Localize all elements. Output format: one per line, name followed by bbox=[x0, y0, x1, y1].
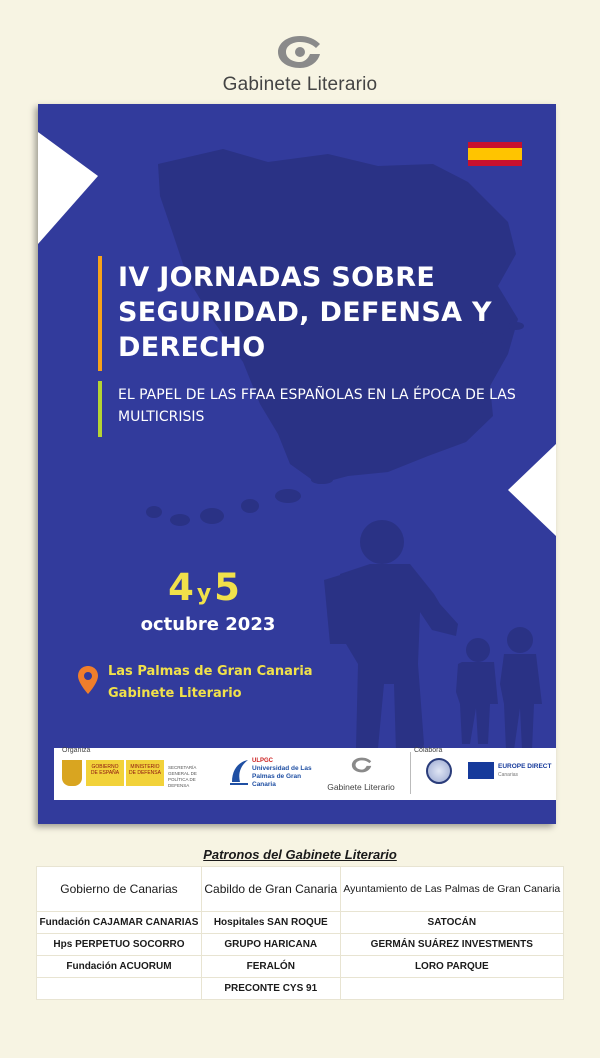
ministerio-line1: MINISTERIO bbox=[130, 764, 160, 770]
patron-cell: Hps PERPETUO SOCORRO bbox=[37, 934, 202, 956]
patron-cell: Hospitales SAN ROQUE bbox=[201, 912, 340, 934]
patrons-column-header: Cabildo de Gran Canaria bbox=[201, 867, 340, 912]
gobierno-logo-text bbox=[86, 764, 124, 776]
table-row bbox=[37, 978, 564, 1000]
organiza-label: Organiza bbox=[62, 747, 91, 754]
ulpgc-name: Universidad de Las Palmas de Gran Canaria bbox=[252, 765, 312, 788]
table-row bbox=[37, 912, 564, 934]
patron-cell: SATOCÁN bbox=[340, 912, 563, 934]
decor-triangle-right bbox=[508, 444, 556, 536]
colabora-label: Colabora bbox=[414, 747, 443, 754]
table-row bbox=[37, 956, 564, 978]
europe-direct-text: EUROPE DIRECT bbox=[498, 763, 552, 770]
title-accent-bar bbox=[98, 256, 102, 371]
location-city: Las Palmas de Gran Canaria bbox=[108, 664, 313, 679]
location-venue: Gabinete Literario bbox=[108, 686, 242, 701]
patron-cell bbox=[340, 978, 563, 1000]
date-day-start: 4 bbox=[168, 566, 194, 609]
patron-cell: PRECONTE CYS 91 bbox=[201, 978, 340, 1000]
gabinete-mini-text: Gabinete Literario bbox=[327, 782, 395, 792]
location-pin-icon bbox=[78, 666, 98, 694]
patrons-column-header: Ayuntamiento de Las Palmas de Gran Canaria bbox=[340, 867, 563, 912]
europe-direct-subtext: Canarias bbox=[498, 772, 519, 778]
ministerio-line2: DE DEFENSA bbox=[129, 770, 161, 776]
ulpgc-acronym: ULPGC bbox=[252, 758, 273, 764]
canary-island bbox=[146, 506, 162, 518]
secretaria-text: SECRETARÍA GENERAL DE POLÍTICA DE DEFENSA bbox=[168, 765, 197, 788]
table-row bbox=[37, 934, 564, 956]
date-day-end: 5 bbox=[214, 566, 240, 609]
spain-flag bbox=[468, 142, 522, 166]
canary-island bbox=[275, 489, 301, 503]
ulpgc-logo-icon bbox=[228, 756, 250, 786]
canary-island bbox=[311, 476, 333, 484]
patron-cell: FERALÓN bbox=[201, 956, 340, 978]
ministerio-logo-text bbox=[126, 764, 164, 776]
gabinete-mini-swirl-icon bbox=[350, 755, 374, 775]
patrons-table bbox=[36, 866, 564, 1000]
eu-flag-icon bbox=[468, 762, 494, 779]
event-title: IV JORNADAS SOBRE SEGURIDAD, DEFENSA Y DERECHO bbox=[118, 262, 492, 363]
event-month: octubre 2023 bbox=[140, 614, 276, 635]
canary-island bbox=[241, 499, 259, 513]
patron-cell: GERMÁN SUÁREZ INVESTMENTS bbox=[340, 934, 563, 956]
canary-island bbox=[170, 514, 190, 526]
patron-cell: Fundación CAJAMAR CANARIAS bbox=[37, 912, 202, 934]
gobierno-line1: GOBIERNO bbox=[91, 764, 119, 770]
event-subtitle: EL PAPEL DE LAS FFAA ESPAÑOLAS EN LA ÉPOCA DE LAS MULTICRISIS bbox=[118, 387, 516, 425]
patron-cell: GRUPO HARICANA bbox=[201, 934, 340, 956]
patrons-header-row bbox=[37, 867, 564, 912]
gabinete-swirl-icon bbox=[274, 32, 326, 72]
date-connector: y bbox=[196, 581, 212, 606]
canary-island bbox=[200, 508, 224, 524]
colaborador-seal-icon bbox=[426, 758, 452, 784]
patrons-column-header: Gobierno de Canarias bbox=[37, 867, 202, 912]
patrons-heading: Patronos del Gabinete Literario bbox=[203, 847, 397, 862]
soldier-silhouette bbox=[324, 520, 458, 752]
sponsor-strip bbox=[54, 748, 556, 800]
event-poster bbox=[38, 104, 556, 824]
logo-text: Gabinete Literario bbox=[222, 74, 378, 95]
children-silhouette bbox=[456, 627, 542, 750]
poster-background-art bbox=[38, 104, 556, 824]
decor-triangle-left bbox=[38, 132, 98, 244]
patron-cell bbox=[37, 978, 202, 1000]
spain-coat-of-arms-icon bbox=[62, 760, 82, 786]
gobierno-line2: DE ESPAÑA bbox=[90, 770, 120, 776]
gabinete-literario-logo bbox=[0, 32, 600, 98]
patron-cell: Fundación ACUORUM bbox=[37, 956, 202, 978]
sponsor-divider bbox=[410, 752, 411, 794]
subtitle-accent-bar bbox=[98, 381, 102, 437]
event-dates bbox=[124, 566, 284, 609]
patron-cell: LORO PARQUE bbox=[340, 956, 563, 978]
